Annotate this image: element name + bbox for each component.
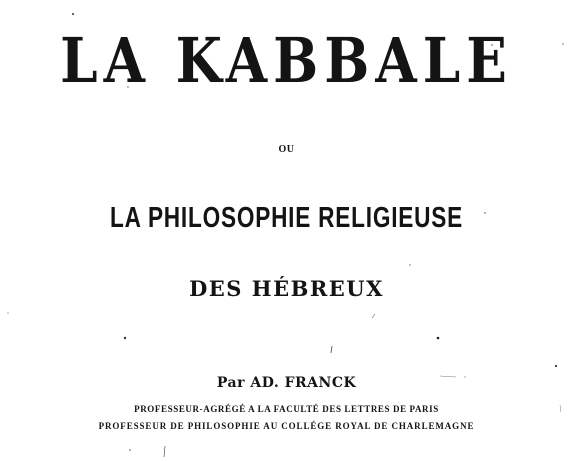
author-credential-1: PROFESSEUR-AGRÉGÉ A LA FACULTÉ DES LETTRES DE PARIS: [134, 404, 439, 414]
author-line: Par AD. FRANCK: [216, 375, 357, 391]
author-credential-2: PROFESSEUR DE PHILOSOPHIE AU COLLÉGE ROYAL DE CHARLEMAGNE: [98, 421, 475, 431]
subtitle-line-1: LA PHILOSOPHIE RELIGIEUSE: [110, 202, 463, 234]
subtitle-line-2: DES HÉBREUX: [189, 276, 384, 301]
book-title: LA KABBALE: [60, 24, 513, 97]
title-conjunction: OU: [278, 144, 295, 155]
